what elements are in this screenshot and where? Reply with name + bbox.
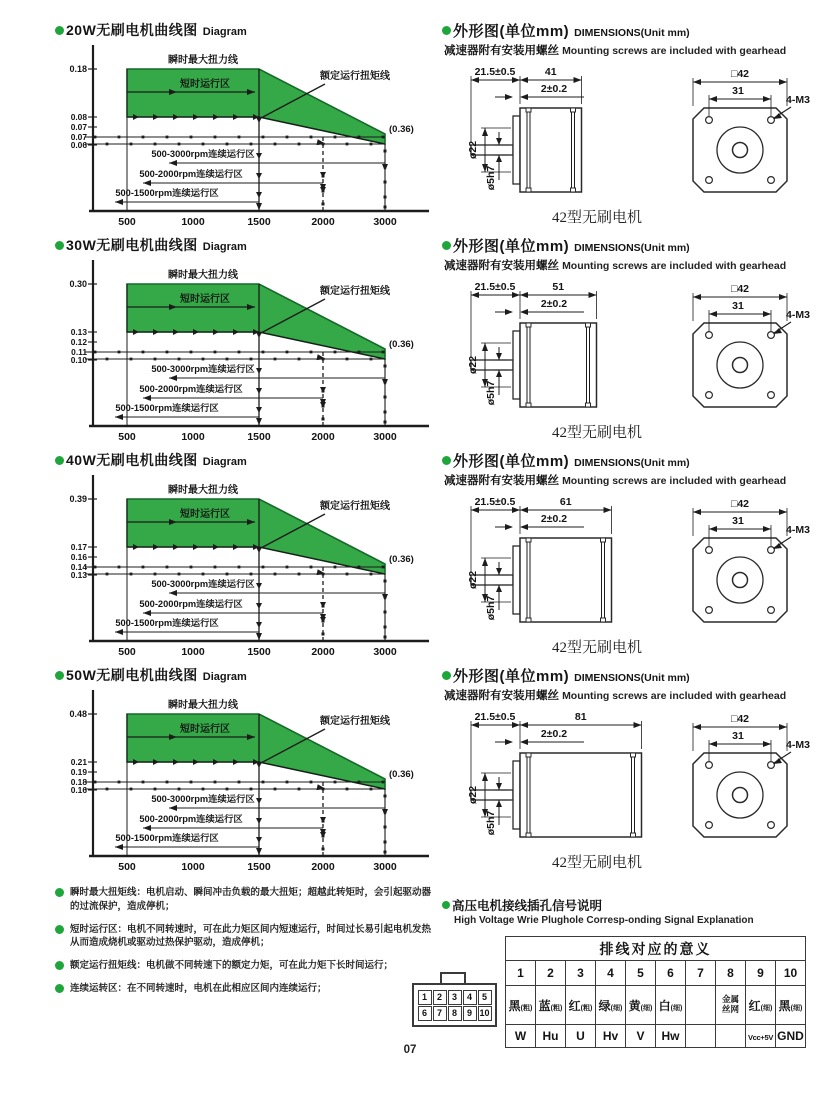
connector-body [412,983,497,1027]
wire-color-cell: 蓝(粗) [536,986,566,1025]
dim-title-en: DIMENSIONS(Unit mm) [574,242,690,254]
svg-text:31: 31 [732,300,744,312]
chart-title-en: Diagram [202,671,247,683]
note-text: 额定运行扭矩线：电机做不同转速下的额定力矩，可在此力矩下长时间运行； [70,960,394,972]
chart-title [55,20,440,40]
pin-number-cell: 2 [536,961,566,986]
signal-cell: Hw [656,1025,686,1048]
svg-text:500-3000rpm连续运行区: 500-3000rpm连续运行区 [151,149,255,159]
dim-subtitle-cn: 减速器附有安装用螺丝 [444,475,559,487]
svg-text:4-M3: 4-M3 [786,739,810,751]
svg-text:0.08: 0.08 [70,112,87,122]
wire-color-cell: 绿(细) [596,986,626,1025]
pin-number-cell: 5 [626,961,656,986]
svg-text:31: 31 [732,730,744,742]
wiring-title-cn: 高压电机接线插孔信号说明 [452,899,603,913]
svg-text:短时运行区: 短时运行区 [180,294,230,305]
dim-title-cn: 外形图(单位mm) [453,238,570,255]
svg-text:1000: 1000 [181,861,205,873]
pin-number-cell: 8 [716,961,746,986]
note-item [55,959,440,973]
svg-text:4-M3: 4-M3 [786,524,810,536]
wire-color-cell: 黄(细) [626,986,656,1025]
svg-text:1000: 1000 [181,216,205,228]
svg-text:21.5±0.5: 21.5±0.5 [474,281,516,293]
svg-text:41: 41 [544,66,557,78]
connector-plug-icon [412,972,497,1048]
svg-text:额定运行扭矩线: 额定运行扭矩线 [320,501,390,512]
dim-title-en: DIMENSIONS(Unit mm) [574,457,690,469]
svg-text:(0.36): (0.36) [389,339,414,350]
wire-color-cell: 金属 丝网 [716,986,746,1025]
bullet-icon [55,456,64,465]
svg-text:瞬时最大扭力线: 瞬时最大扭力线 [168,700,238,711]
dimension-drawing [442,277,820,419]
svg-text:瞬时最大扭力线: 瞬时最大扭力线 [168,55,238,66]
dim-title [442,450,820,471]
svg-text:0.18: 0.18 [69,64,87,74]
bullet-icon [442,671,451,680]
dim-subtitle [444,472,820,488]
svg-text:500-3000rpm连续运行区: 500-3000rpm连续运行区 [151,579,255,589]
connector-pin: 8 [448,1006,462,1021]
svg-text:ø22: ø22 [467,570,479,590]
svg-text:0.11: 0.11 [71,347,87,357]
chart-title-cn: 20W无刷电机曲线图 [66,22,198,38]
connector-pin: 7 [433,1006,447,1021]
svg-text:ø22: ø22 [467,140,479,160]
svg-text:500-1500rpm连续运行区: 500-1500rpm连续运行区 [115,618,219,628]
note-text: 连续运转区：在不同转速时，电机在此相应区间内连续运行； [70,982,327,994]
svg-text:ø5h7: ø5h7 [485,810,497,836]
torque-speed-chart [55,41,433,236]
svg-text:1500: 1500 [247,646,271,658]
dim-panel-51 [442,235,820,450]
svg-text:(0.36): (0.36) [389,554,414,565]
svg-text:0.39: 0.39 [69,494,87,504]
svg-text:81: 81 [574,711,587,723]
svg-text:额定运行扭矩线: 额定运行扭矩线 [320,286,390,297]
dim-caption: 42型无刷电机 [551,425,642,441]
svg-text:500-2000rpm连续运行区: 500-2000rpm连续运行区 [139,599,243,609]
svg-text:4-M3: 4-M3 [786,309,810,321]
bullet-icon [55,925,64,934]
dim-title-en: DIMENSIONS(Unit mm) [574,27,690,39]
svg-text:0.16: 0.16 [70,785,87,795]
chart-title-cn: 40W无刷电机曲线图 [66,452,198,468]
svg-text:短时运行区: 短时运行区 [180,724,230,735]
dim-caption: 42型无刷电机 [551,855,642,871]
svg-text:0.17: 0.17 [70,542,87,552]
svg-text:500-1500rpm连续运行区: 500-1500rpm连续运行区 [115,403,219,413]
dim-panel-81 [442,665,820,880]
dim-title [442,235,820,256]
svg-text:瞬时最大扭力线: 瞬时最大扭力线 [168,270,238,281]
chart-panel-30w [55,235,440,450]
connector-pin: 4 [463,990,477,1005]
pin-number-cell: 9 [746,961,776,986]
dim-subtitle-cn: 减速器附有安装用螺丝 [444,690,559,702]
bullet-icon [55,961,64,970]
svg-text:2000: 2000 [311,646,335,658]
svg-text:1500: 1500 [247,216,271,228]
svg-text:31: 31 [732,515,744,527]
svg-text:21.5±0.5: 21.5±0.5 [474,711,516,723]
svg-text:3000: 3000 [373,646,397,658]
svg-text:0.21: 0.21 [70,757,87,767]
svg-text:500: 500 [118,431,136,443]
wire-color-cell: 白(细) [656,986,686,1025]
note-item [55,982,440,996]
chart-panel-20w [55,20,440,235]
svg-text:0.07: 0.07 [70,132,87,142]
svg-text:61: 61 [559,496,572,508]
dim-title-cn: 外形图(单位mm) [453,453,570,470]
notes-section [55,886,440,1005]
svg-text:51: 51 [552,281,565,293]
note-text: 瞬时最大扭矩线：电机启动、瞬间冲击负载的最大扭矩；超越此转矩时，会引起驱动器的过流保护，造成停机； [70,887,432,912]
page-number: 07 [403,1044,417,1056]
bullet-icon [442,901,450,909]
wiring-title [442,896,820,914]
dim-subtitle-en: Mounting screws are included with gearhead [562,260,787,272]
svg-text:500-1500rpm连续运行区: 500-1500rpm连续运行区 [115,833,219,843]
svg-text:ø5h7: ø5h7 [485,380,497,406]
wiring-table [505,936,806,1048]
svg-text:0.30: 0.30 [69,279,87,289]
svg-text:0.13: 0.13 [70,327,87,337]
torque-speed-chart [55,686,433,881]
signal-cell: Hv [596,1025,626,1048]
connector-pin: 2 [433,990,447,1005]
connector-pin: 3 [448,990,462,1005]
connector-pin: 6 [418,1006,432,1021]
wire-color-cell: 红(细) [746,986,776,1025]
svg-text:0.19: 0.19 [70,767,87,777]
dimension-drawing [442,707,820,849]
dim-subtitle-cn: 减速器附有安装用螺丝 [444,260,559,272]
dim-title-cn: 外形图(单位mm) [453,23,570,40]
dim-subtitle-en: Mounting screws are included with gearhead [562,475,787,487]
dimensions-column [442,20,820,880]
wiring-table-title: 排线对应的意义 [506,937,806,961]
svg-text:ø5h7: ø5h7 [485,165,497,191]
chart-title-cn: 30W无刷电机曲线图 [66,237,198,253]
svg-text:2000: 2000 [311,216,335,228]
svg-text:瞬时最大扭力线: 瞬时最大扭力线 [168,485,238,496]
svg-text:□42: □42 [730,498,750,510]
dimension-drawing [442,492,820,634]
svg-text:2000: 2000 [311,431,335,443]
dim-panel-41 [442,20,820,235]
pin-number-cell: 3 [566,961,596,986]
svg-text:短时运行区: 短时运行区 [180,509,230,520]
svg-text:1500: 1500 [247,861,271,873]
signal-cell: Vcc+5V [746,1025,776,1048]
connector-pin: 1 [418,990,432,1005]
svg-text:2±0.2: 2±0.2 [540,298,568,310]
svg-text:0.48: 0.48 [69,709,87,719]
svg-text:□42: □42 [730,713,750,725]
svg-text:额定运行扭矩线: 额定运行扭矩线 [320,716,390,727]
signal-cell: W [506,1025,536,1048]
wiring-title-en: High Voltage Wrie Plughole Corresp-onding Signal Explanation [454,915,754,926]
connector-pin: 5 [478,990,492,1005]
connector-pin: 9 [463,1006,477,1021]
dim-title [442,20,820,41]
dim-title-cn: 外形图(单位mm) [453,668,570,685]
pin-number-cell: 10 [776,961,806,986]
svg-text:□42: □42 [730,283,750,295]
chart-panel-50w [55,665,440,880]
svg-text:1000: 1000 [181,646,205,658]
chart-title [55,450,440,470]
chart-title [55,665,440,685]
dim-caption: 42型无刷电机 [551,210,642,226]
svg-text:4-M3: 4-M3 [786,94,810,106]
bullet-icon [55,888,64,897]
wire-color-cell: 黑(细) [776,986,806,1025]
svg-text:0.10: 0.10 [70,355,87,365]
connector-pin: 10 [478,1006,492,1021]
svg-text:500-2000rpm连续运行区: 500-2000rpm连续运行区 [139,384,243,394]
chart-panel-40w [55,450,440,665]
svg-text:500-3000rpm连续运行区: 500-3000rpm连续运行区 [151,364,255,374]
svg-text:500-3000rpm连续运行区: 500-3000rpm连续运行区 [151,794,255,804]
wire-color-cell [686,986,716,1025]
signal-cell: GND [776,1025,806,1048]
pin-number-cell: 4 [596,961,626,986]
svg-text:1500: 1500 [247,431,271,443]
svg-text:ø22: ø22 [467,785,479,805]
svg-text:2±0.2: 2±0.2 [540,513,568,525]
svg-text:21.5±0.5: 21.5±0.5 [474,66,516,78]
wire-color-cell: 红(粗) [566,986,596,1025]
svg-text:0.16: 0.16 [70,552,87,562]
chart-title [55,235,440,255]
svg-text:500: 500 [118,861,136,873]
svg-text:0.14: 0.14 [70,562,87,572]
bullet-icon [55,671,64,680]
note-item [55,886,440,914]
bullet-icon [55,26,64,35]
dim-subtitle [444,687,820,703]
svg-text:2000: 2000 [311,861,335,873]
svg-text:ø22: ø22 [467,355,479,375]
bullet-icon [55,984,64,993]
svg-text:额定运行扭矩线: 额定运行扭矩线 [320,71,390,82]
svg-text:500: 500 [118,216,136,228]
signal-cell: Hu [536,1025,566,1048]
svg-text:500-1500rpm连续运行区: 500-1500rpm连续运行区 [115,188,219,198]
dim-subtitle [444,42,820,58]
dim-panel-61 [442,450,820,665]
svg-text:(0.36): (0.36) [389,124,414,135]
svg-text:31: 31 [732,85,744,97]
svg-text:500-2000rpm连续运行区: 500-2000rpm连续运行区 [139,814,243,824]
svg-text:2±0.2: 2±0.2 [540,83,568,95]
dim-title [442,665,820,686]
bullet-icon [442,241,451,250]
wiring-body [421,936,820,1048]
pin-number-cell: 6 [656,961,686,986]
dimension-drawing [442,62,820,204]
signal-cell: V [626,1025,656,1048]
svg-text:□42: □42 [730,68,750,80]
svg-text:0.13: 0.13 [70,570,87,580]
dim-subtitle-en: Mounting screws are included with gearhead [562,690,787,702]
bullet-icon [442,456,451,465]
chart-title-en: Diagram [202,241,247,253]
bullet-icon [442,26,451,35]
dim-title-en: DIMENSIONS(Unit mm) [574,672,690,684]
svg-text:0.12: 0.12 [70,337,87,347]
wiring-section [421,896,820,1048]
svg-text:0.06: 0.06 [70,140,87,150]
dim-subtitle-en: Mounting screws are included with gearhead [562,45,787,57]
svg-text:500: 500 [118,646,136,658]
torque-speed-chart [55,256,433,451]
dim-subtitle [444,257,820,273]
pin-number-cell: 7 [686,961,716,986]
svg-text:3000: 3000 [373,431,397,443]
svg-text:500-2000rpm连续运行区: 500-2000rpm连续运行区 [139,169,243,179]
svg-text:ø5h7: ø5h7 [485,595,497,621]
charts-column [55,20,440,880]
bullet-icon [55,241,64,250]
svg-text:短时运行区: 短时运行区 [180,79,230,90]
chart-title-en: Diagram [202,456,247,468]
chart-title-en: Diagram [202,26,247,38]
svg-text:0.18: 0.18 [70,777,87,787]
svg-text:2±0.2: 2±0.2 [540,728,568,740]
torque-speed-chart [55,471,433,666]
chart-title-cn: 50W无刷电机曲线图 [66,667,198,683]
wire-color-cell: 黑(粗) [506,986,536,1025]
pin-number-cell: 1 [506,961,536,986]
dim-caption: 42型无刷电机 [551,640,642,656]
svg-text:3000: 3000 [373,861,397,873]
svg-text:(0.36): (0.36) [389,769,414,780]
signal-cell: U [566,1025,596,1048]
svg-text:21.5±0.5: 21.5±0.5 [474,496,516,508]
svg-text:0.07: 0.07 [70,122,87,132]
note-item [55,923,440,951]
connector-tab [440,972,466,983]
dim-subtitle-cn: 减速器附有安装用螺丝 [444,45,559,57]
svg-text:1000: 1000 [181,431,205,443]
note-text: 短时运行区：电机不同转速时，可在此力矩区间内短速运行，时间过长易引起电机发热从而造成烧机或驱动过热保护驱动，造成停机； [70,923,432,949]
svg-text:3000: 3000 [373,216,397,228]
